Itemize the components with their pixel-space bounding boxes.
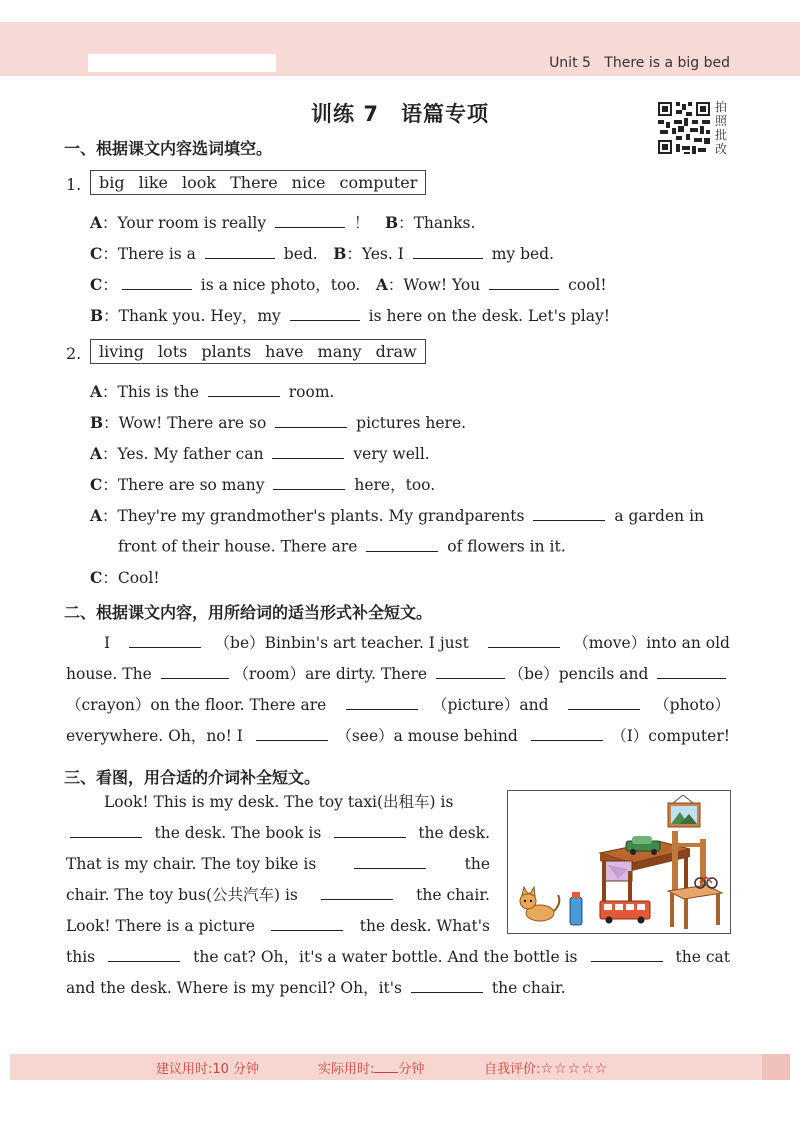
s2-line	[66, 724, 730, 746]
line-text: pictures here.	[351, 414, 467, 432]
answer-blank[interactable]	[354, 852, 426, 869]
question-2-number: 2.	[66, 344, 82, 363]
line-text: house. The	[66, 665, 157, 683]
answer-blank[interactable]	[413, 243, 483, 260]
answer-blank[interactable]	[272, 443, 344, 460]
line-text: this	[66, 948, 101, 966]
word-option: like	[138, 173, 169, 192]
s3-line	[104, 790, 490, 812]
speaker-label: B	[384, 213, 399, 232]
q1-line	[90, 273, 607, 295]
desk-scene-illustration	[507, 790, 731, 934]
answer-blank[interactable]	[161, 663, 230, 680]
s3-line	[66, 852, 490, 873]
line-text: ：They're my grandmother's plants. My grandparents	[102, 507, 530, 525]
line-text: the desk.	[413, 823, 490, 842]
line-text: （be）pencils and	[508, 665, 654, 683]
answer-blank[interactable]	[70, 821, 142, 838]
answer-blank[interactable]	[568, 694, 640, 711]
line-text: ：Cool!	[102, 569, 160, 587]
line-text: ！	[349, 214, 385, 232]
answer-blank[interactable]	[591, 946, 663, 963]
line-text: （see）a mouse behind	[336, 727, 523, 745]
word-option: many	[317, 342, 362, 361]
q1-line	[90, 304, 610, 326]
line-text: （I）computer!	[611, 727, 730, 745]
line-text: ：Thanks.	[398, 214, 476, 232]
line-text: Look! There is a picture	[66, 916, 260, 935]
speaker-label: C	[90, 244, 103, 263]
s2-line	[66, 662, 730, 684]
speaker-label: A	[90, 444, 103, 463]
line-text: I	[104, 634, 116, 652]
answer-blank[interactable]	[436, 663, 505, 680]
line-text: （move）into an old	[573, 634, 730, 652]
answer-blank[interactable]	[275, 212, 345, 229]
line-text: （be）Binbin's art teacher. I just	[214, 634, 474, 652]
line-text: ：Wow! You	[387, 276, 486, 294]
answer-blank[interactable]	[489, 274, 559, 291]
page-title: 训练 7 语篇专项	[311, 102, 489, 126]
line-text: ：There are so many	[102, 476, 270, 494]
line-text: （picture）and	[432, 696, 554, 714]
water-bottle-icon	[570, 892, 582, 925]
s3-line	[66, 976, 730, 998]
speaker-label: C	[90, 568, 103, 587]
line-text: room.	[283, 383, 335, 401]
answer-blank[interactable]	[205, 243, 275, 260]
answer-blank[interactable]	[533, 505, 605, 522]
rating-stars[interactable]: ☆☆☆☆☆	[540, 1061, 609, 1077]
line-text: ：Yes. I	[346, 245, 409, 263]
answer-blank[interactable]	[488, 632, 560, 649]
line-text: ：Your room is really	[102, 214, 272, 232]
line-text: ：	[102, 276, 118, 294]
answer-blank[interactable]	[108, 946, 180, 963]
q1-line	[90, 211, 475, 233]
line-text: Look! This is my desk. The toy taxi(出租车) is	[104, 793, 454, 811]
actual-time: 实际用时: 分钟	[318, 1062, 425, 1077]
line-text: ：Wow! There are so	[103, 414, 272, 432]
q2-line	[90, 380, 334, 402]
unit-title	[549, 55, 730, 71]
q2-line	[90, 473, 435, 495]
section-2-heading: 二、根据课文内容，用所给词的适当形式补全短文。	[64, 603, 433, 622]
q1-line	[90, 242, 554, 264]
answer-blank[interactable]	[122, 274, 192, 291]
answer-blank[interactable]	[129, 632, 201, 649]
word-option: plants	[201, 342, 252, 361]
line-text: of flowers in it.	[442, 537, 566, 556]
word-option: lots	[157, 342, 188, 361]
line-text: everywhere. Oh，no! I	[66, 727, 248, 745]
qr-caption: 拍 照 批 改	[715, 100, 728, 156]
word-option: living	[99, 342, 144, 361]
word-bank-2	[90, 339, 426, 364]
answer-blank[interactable]	[411, 977, 483, 994]
word-option: nice	[291, 173, 326, 192]
line-text: the chair.	[486, 979, 566, 997]
answer-blank[interactable]	[346, 694, 418, 711]
line-text: here，too.	[349, 476, 436, 494]
answer-blank[interactable]	[657, 663, 726, 680]
section-3-heading: 三、看图，用合适的介词补全短文。	[64, 768, 321, 787]
speaker-label: C	[90, 275, 103, 294]
unit-number: Unit 5	[549, 55, 591, 71]
line-text: the desk. What's	[354, 916, 490, 935]
line-text: very well.	[348, 445, 430, 463]
answer-blank[interactable]	[290, 305, 360, 322]
answer-blank[interactable]	[271, 914, 343, 931]
s2-line	[66, 693, 730, 715]
q2-line	[90, 504, 704, 526]
speaker-label: A	[375, 275, 388, 294]
answer-blank[interactable]	[334, 821, 406, 838]
s3-line	[66, 914, 490, 935]
q2-line	[90, 411, 466, 433]
word-option: big	[99, 173, 125, 192]
section-1-heading: 一、根据课文内容选词填空。	[64, 139, 273, 158]
header-blank-strip	[88, 54, 276, 72]
answer-blank[interactable]	[256, 725, 328, 742]
speaker-label: A	[90, 213, 103, 232]
question-1-number: 1.	[66, 175, 82, 194]
answer-blank[interactable]	[531, 725, 603, 742]
word-bank-1	[90, 170, 426, 195]
line-text: front of their house. There are	[118, 537, 363, 556]
unit-name: There is a big bed	[604, 55, 730, 71]
line-text: ：There is a	[102, 245, 201, 263]
qr-code-icon[interactable]	[656, 100, 712, 156]
s2-line	[104, 631, 730, 653]
line-text: （room）are dirty. There	[233, 665, 432, 683]
line-text: chair. The toy bus(公共汽车) is	[66, 886, 303, 904]
answer-blank[interactable]	[275, 412, 347, 429]
speaker-label: B	[90, 306, 104, 325]
answer-blank[interactable]	[208, 381, 280, 398]
actual-time-blank[interactable]	[374, 1060, 398, 1073]
footer-accent	[762, 1054, 790, 1080]
line-text: bed.	[278, 245, 334, 263]
word-option: draw	[375, 342, 417, 361]
word-option: There	[230, 173, 278, 192]
line-text: ：Yes. My father can	[102, 445, 269, 463]
line-text: ：Thank you. Hey，my	[103, 307, 286, 325]
line-text: （crayon）on the floor. There are	[66, 696, 332, 714]
line-text: cool!	[563, 276, 607, 294]
line-text: is a nice photo，too.	[195, 276, 376, 294]
speaker-label: A	[90, 506, 103, 525]
line-text: and the desk. Where is my pencil? Oh，it's	[66, 979, 407, 997]
line-text: the cat? Oh，it's a water bottle. And the bottle is	[188, 948, 583, 966]
word-option: look	[182, 173, 217, 192]
q2-line	[90, 566, 160, 588]
line-text: my bed.	[486, 245, 555, 263]
line-text: the chair.	[411, 886, 490, 904]
word-option: computer	[339, 173, 418, 192]
line-text: ：This is the	[102, 383, 204, 401]
speaker-label: B	[90, 413, 104, 432]
line-text: the	[459, 854, 490, 873]
q2-line	[90, 442, 430, 464]
line-text: the cat	[670, 948, 730, 966]
line-text: is here on the desk. Let's play!	[363, 307, 610, 325]
s3-line	[66, 821, 490, 842]
answer-blank[interactable]	[366, 535, 438, 552]
s3-line	[66, 883, 490, 905]
line-text: （photo）	[654, 696, 730, 714]
word-option: have	[265, 342, 304, 361]
line-text: a garden in	[609, 507, 705, 525]
speaker-label: C	[90, 475, 103, 494]
speaker-label: A	[90, 382, 103, 401]
line-text: That is my chair. The toy bike is	[66, 854, 322, 873]
suggested-time: 建议用时:10 分钟	[156, 1062, 260, 1077]
speaker-label: B	[333, 244, 347, 263]
s3-line	[66, 945, 730, 967]
answer-blank[interactable]	[273, 474, 345, 491]
self-evaluation: 自我评价:☆☆☆☆☆	[484, 1061, 609, 1077]
answer-blank[interactable]	[321, 884, 393, 901]
q2-line	[118, 535, 566, 556]
line-text: the desk. The book is	[149, 823, 327, 842]
